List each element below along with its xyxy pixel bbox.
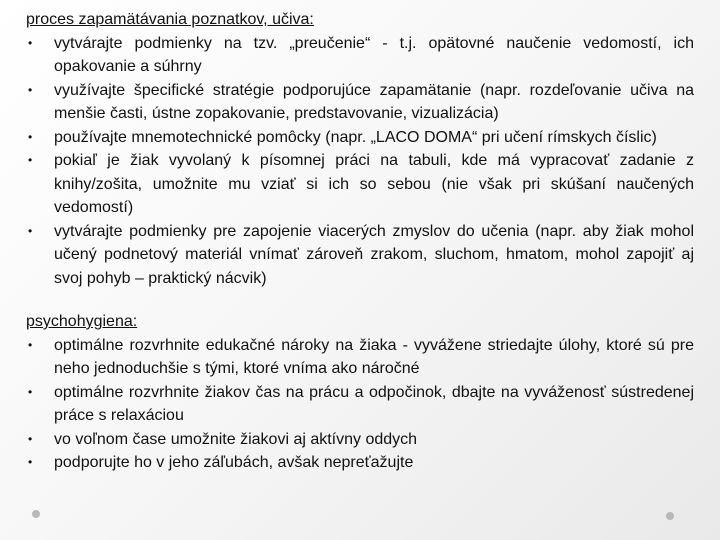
list-item: • vo voľnom čase umožnite žiakovi aj aktívny oddych xyxy=(26,428,694,452)
slide-content xyxy=(26,8,694,475)
list-item: • optimálne rozvrhnite edukačné nároky na žiaka - vyvážene striedajte úlohy, ktoré sú pre neho jednoduchšie s tými, ktoré vníma ako náročné xyxy=(26,334,694,381)
bullet-icon: • xyxy=(28,153,33,167)
list-item: • optimálne rozvrhnite žiakov čas na prácu a odpočinok, dbajte na vyváženosť sústredenej práce s relaxáciou xyxy=(26,381,694,428)
list-item: • vytvárajte podmienky pre zapojenie viacerých zmyslov do učenia (napr. aby žiak mohol učený podnetový materiál vnímať zároveň zrakom, sluchom, hmatom, mohol zapojiť aj svoj pohyb – praktický nácvik) xyxy=(26,220,694,291)
section-heading-psychohygiene: psychohygiena: xyxy=(26,313,138,330)
bullet-icon: • xyxy=(28,431,33,446)
list-item: • vytvárajte podmienky na tzv. „preučenie“ - t.j. opätovné naučenie vedomostí, ich opakovanie a súhrny xyxy=(26,32,694,79)
bullet-icon: • xyxy=(28,223,33,238)
bullet-icon: • xyxy=(28,384,33,399)
bullet-icon: • xyxy=(28,35,33,50)
decorative-dot-icon xyxy=(666,512,674,520)
list-item: • využívajte špecifické stratégie podporujúce zapamätanie (napr. rozdeľovanie učiva na menšie časti, ústne zopakovanie, predstavovanie, vizualizácia) xyxy=(26,79,694,126)
list-item: • pokiaľ je žiak vyvolaný k písomnej práci na tabuli, kde má vypracovať zadanie z knihy/zošita, umožnite mu vziať si ich so sebou (nie však pri skúšaní naučených vedomostí) xyxy=(26,149,694,220)
bullet-icon: • xyxy=(28,82,33,97)
decorative-dot-icon xyxy=(32,510,40,518)
memorization-list xyxy=(26,32,694,291)
section-heading-memorization: proces zapamätávania poznatkov, učiva: xyxy=(26,11,314,28)
list-item: • používajte mnemotechnické pomôcky (napr. „LACO DOMA“ pri učení rímskych číslic) xyxy=(26,126,694,150)
psychohygiene-list xyxy=(26,334,694,475)
bullet-icon: • xyxy=(28,129,33,144)
bullet-icon: • xyxy=(28,337,33,352)
list-item: • podporujte ho v jeho záľubách, avšak nepreťažujte xyxy=(26,451,694,475)
bullet-icon: • xyxy=(28,455,33,469)
